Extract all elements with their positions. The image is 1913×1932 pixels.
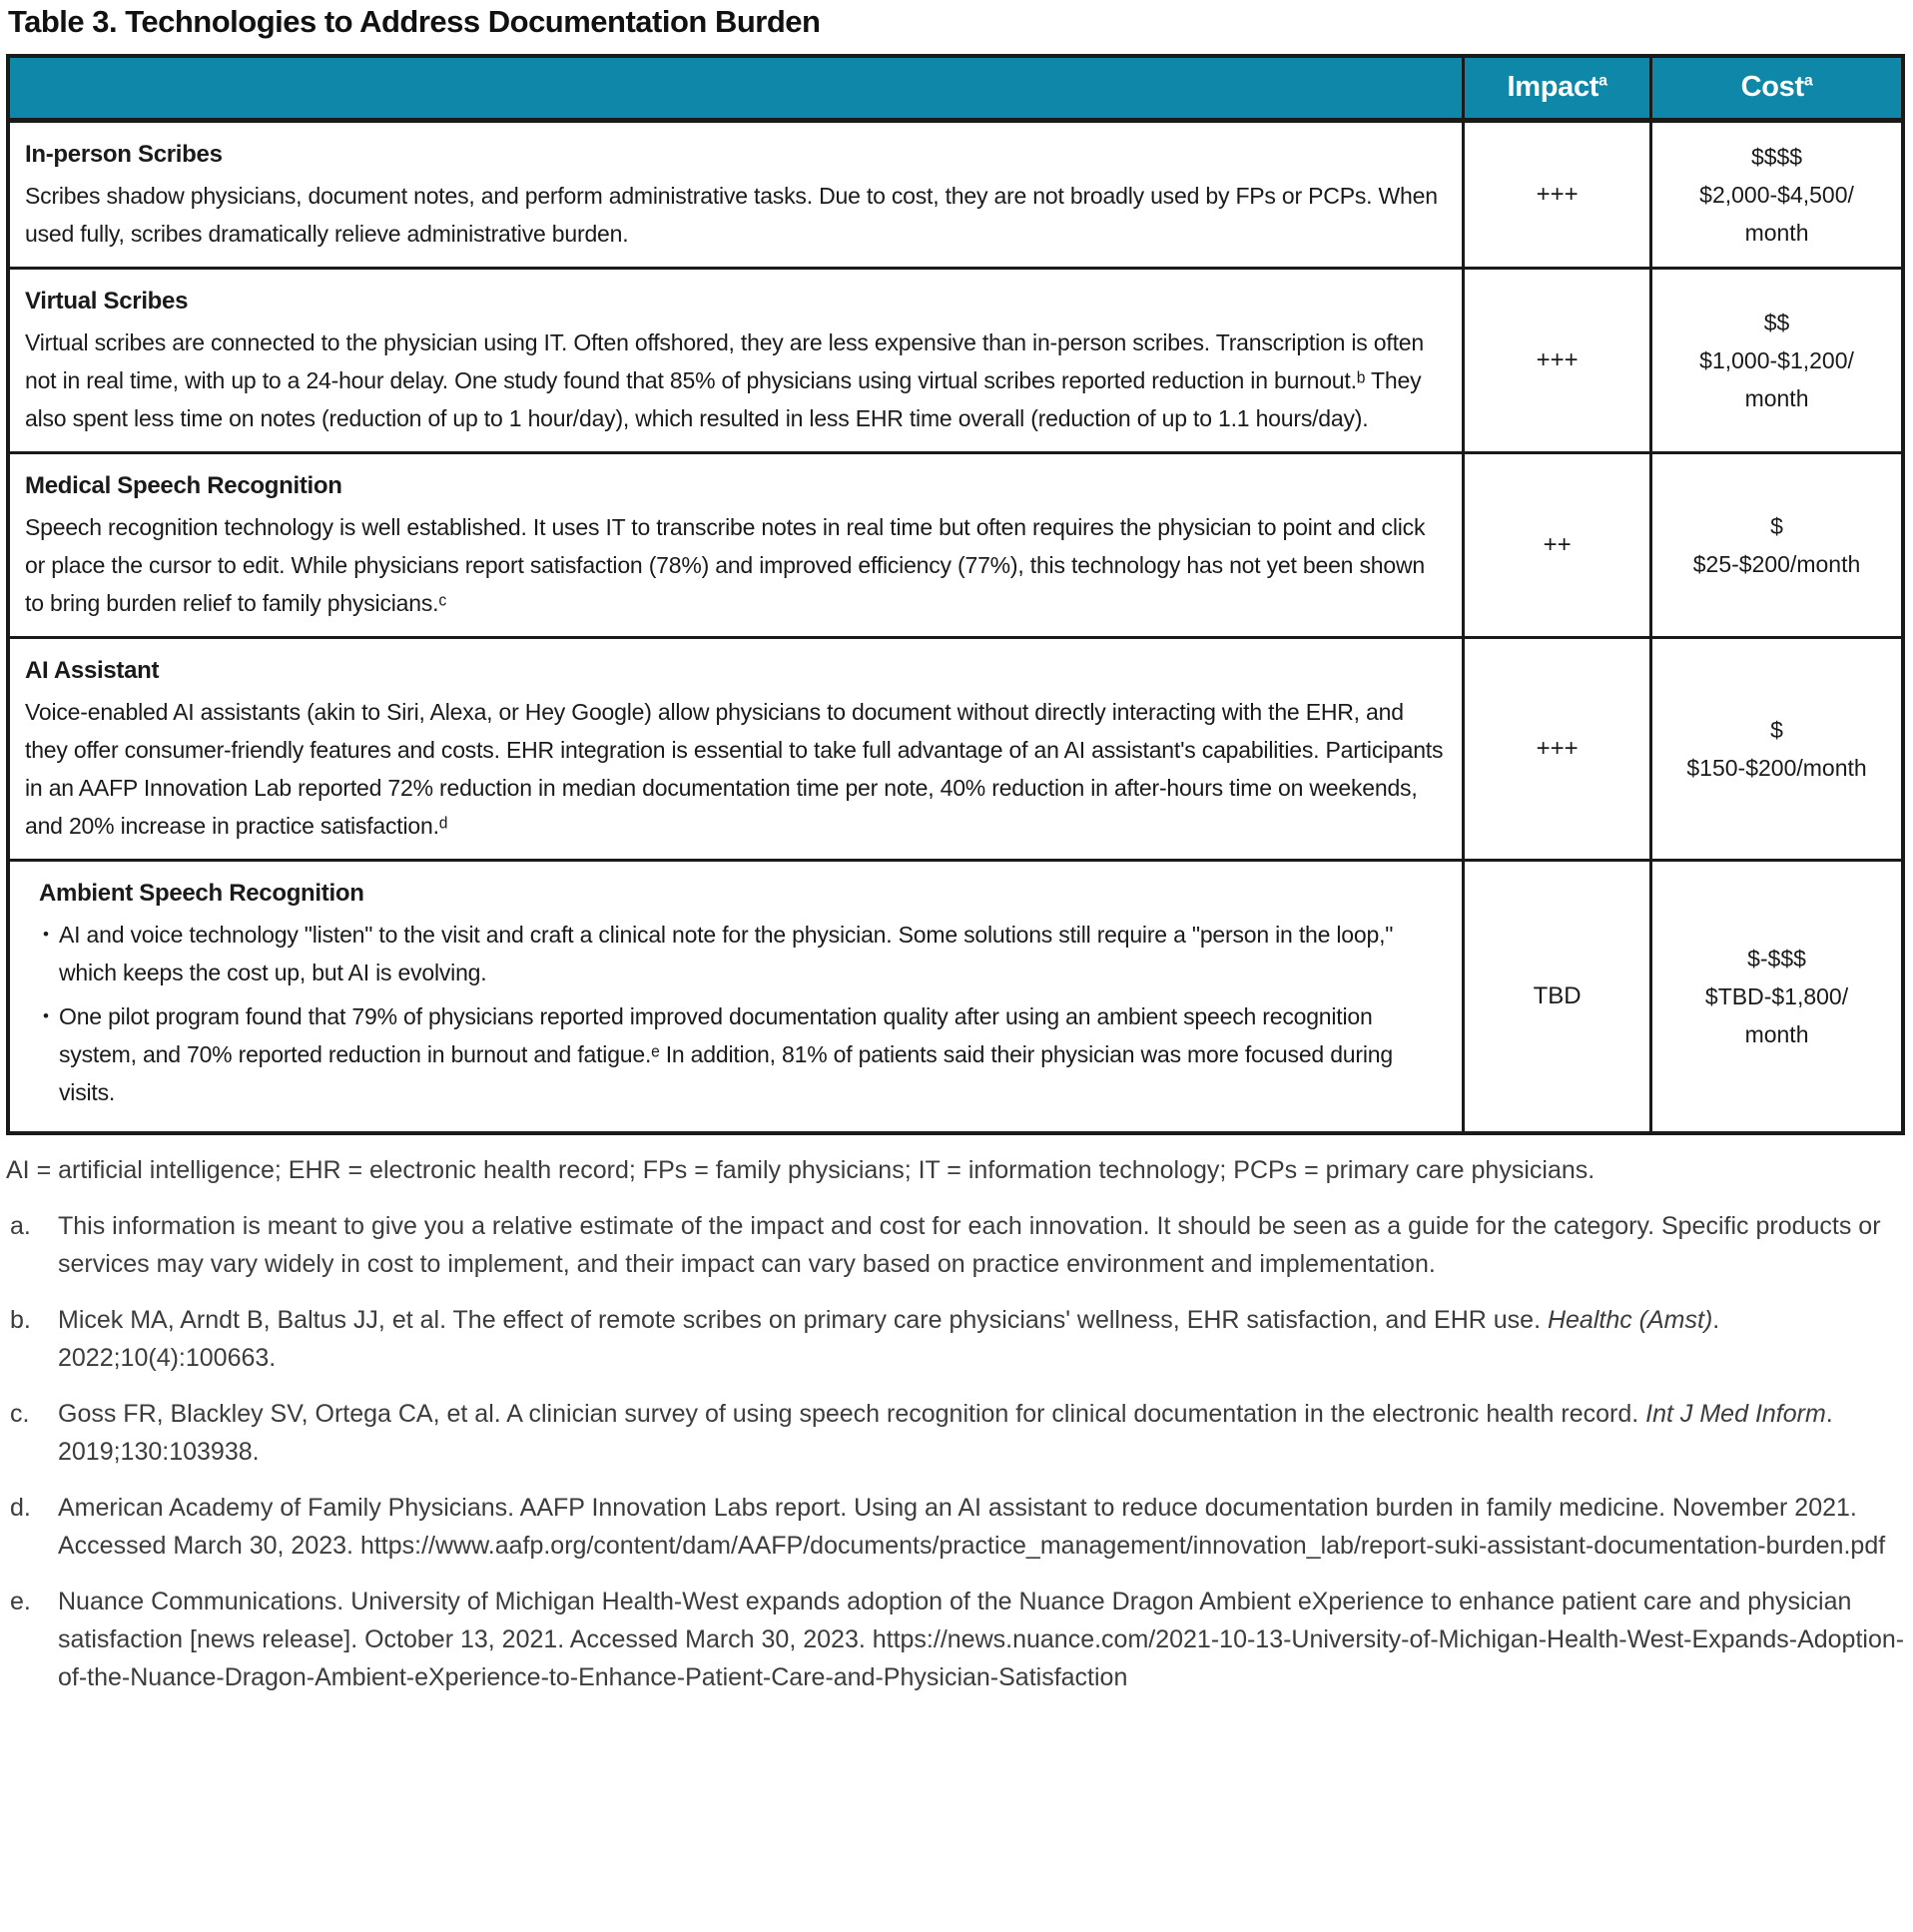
footnote-text: Micek MA, Arndt B, Baltus JJ, et al. The effect of remote scribes on primary care physicians' wellness, EHR satisfaction, and EHR use. Healthc (Amst). 2022;10(4):100663. [58, 1305, 1720, 1372]
footnote-item [6, 1583, 1905, 1696]
row-description: Scribes shadow physicians, document notes, and perform administrative tasks. Due to cost, they are not broadly used by FPs or PCPs. When used fully, scribes dramatically relieve administrative burden. [25, 182, 1438, 247]
description-cell [8, 860, 1464, 1133]
footnote-journal-name: Healthc (Amst) [1547, 1305, 1713, 1334]
description-cell [8, 452, 1464, 637]
impact-value: +++ [1536, 734, 1579, 762]
footnote-label: d. [10, 1493, 31, 1522]
page-title: Table 3. Technologies to Address Documentation Burden [8, 4, 821, 39]
footnote-text: Nuance Communications. University of Michigan Health-West expands adoption of the Nuance Dragon Ambient eXperience to enhance patient care and physician satisfaction [news release]. October 13, 2021. Accessed March 30, 2023. https://news.nuance.com/2021-10-13-University-of-Michigan-Health-West-Expands-Adoption-of-the-Nuance-Dragon-Ambient-eXperience-to-Enhance-Patient-Care-and-Physician-Satisfaction [58, 1587, 1905, 1691]
cost-value-cell [1651, 452, 1903, 637]
row-title: AI Assistant [25, 656, 160, 684]
impact-header-label: Impact [1507, 71, 1599, 104]
cost-value-line: month [1744, 1020, 1809, 1047]
footnote-journal-name: Int J Med Inform [1645, 1399, 1826, 1428]
impact-value: +++ [1536, 180, 1579, 208]
footnote-item [6, 1301, 1905, 1377]
cost-value-line: month [1744, 219, 1809, 246]
row-description: Voice-enabled AI assistants (akin to Siri, Alexa, or Hey Google) allow physicians to document without directly interacting with the EHR, and they offer consumer-friendly features and costs. EHR integration is essential to take full advantage of an AI assistant's capabilities. Participants in an AAFP Innovation Lab reported 72% reduction in median documentation time per note, 40% reduction in after-hours time on weekends, and 20% increase in practice satisfaction.ᵈ [25, 698, 1444, 839]
row-description: Speech recognition technology is well established. It uses IT to transcribe notes in real time but often requires the physician to point and click or place the cursor to edit. While physicians report satisfaction (78%) and improved efficiency (77%), this technology has not yet been shown to bring burden relief to family physicians.ᶜ [25, 513, 1426, 616]
cost-footnote-marker: a [1803, 72, 1813, 90]
table-row [8, 860, 1903, 1133]
impact-value-cell [1464, 860, 1651, 1133]
row-description: Virtual scribes are connected to the physician using IT. Often offshored, they are less expensive than in-person scribes. Transcription is often not in real time, with up to a 24-hour delay. One study found that 85% of physicians using virtual scribes reported reduction in burnout.ᵇ They also spent less time on notes (reduction of up to 1 hour/day), which resulted in less EHR time overall (reduction of up to 1.1 hours/day). [25, 328, 1424, 431]
table-row [8, 452, 1903, 637]
cost-value-line: $2,000-$4,500/ [1699, 181, 1854, 208]
footnote-text: This information is meant to give you a relative estimate of the impact and cost for each innovation. It should be seen as a guide for the category. Specific products or services may vary widely in cost to implement, and their impact can vary based on practice environment and implementation. [58, 1211, 1881, 1278]
row-title: In-person Scribes [25, 140, 223, 168]
cost-value-line: month [1744, 384, 1809, 411]
table-row [8, 120, 1903, 268]
header-empty-cell [8, 56, 1464, 120]
impact-footnote-marker: a [1598, 72, 1607, 90]
footnote-text: American Academy of Family Physicians. AAFP Innovation Labs report. Using an AI assistant to reduce documentation burden in family medicine. November 2021. Accessed March 30, 2023. https://www.aafp.org/content/dam/AAFP/documents/practice_management/innovation_lab/report-suki-assistant-documentation-burden.pdf [58, 1493, 1886, 1560]
footnote-label: a. [10, 1211, 31, 1240]
footnote-item [6, 1207, 1905, 1283]
cost-value-cell [1651, 637, 1903, 860]
cost-value-line: $$ [1763, 309, 1790, 335]
row-title: Virtual Scribes [25, 287, 189, 315]
cost-value-line: $-$$$ [1747, 945, 1806, 971]
header-row [8, 56, 1903, 120]
cost-value-line: $TBD-$1,800/ [1704, 982, 1849, 1009]
description-cell [8, 268, 1464, 452]
cost-value-line: $150-$200/month [1686, 754, 1867, 781]
footnote-label: e. [10, 1587, 31, 1615]
impact-value-cell [1464, 452, 1651, 637]
footnote-item [6, 1395, 1905, 1471]
impact-value: ++ [1543, 530, 1572, 558]
header-cost-cell [1651, 56, 1903, 120]
impact-value: TBD [1533, 981, 1582, 1009]
row-title: Ambient Speech Recognition [39, 879, 364, 907]
cost-value-line: $$$$ [1750, 143, 1803, 170]
impact-value-cell [1464, 120, 1651, 268]
footnote-item [6, 1489, 1905, 1565]
description-cell [8, 637, 1464, 860]
bullet-item: • AI and voice technology "listen" to the visit and craft a clinical note for the physician. Some solutions still require a "person in the loop," which keeps the cost up, but AI is evolving. [59, 916, 1444, 991]
footnotes-section [6, 1207, 1905, 1696]
cost-value-line: $1,000-$1,200/ [1699, 346, 1854, 373]
cost-value-cell [1651, 120, 1903, 268]
impact-value-cell [1464, 268, 1651, 452]
cost-value-cell [1651, 860, 1903, 1133]
table-row [8, 637, 1903, 860]
impact-value-cell [1464, 637, 1651, 860]
abbreviations-line: AI = artificial intelligence; EHR = electronic health record; FPs = family physicians; IT = information technology; PCPs = primary care physicians. [6, 1155, 1595, 1184]
description-cell [8, 120, 1464, 268]
footnote-text: Goss FR, Blackley SV, Ortega CA, et al. A clinician survey of using speech recognition for clinical documentation in the electronic health record. Int J Med Inform. 2019;130:103938. [58, 1399, 1833, 1466]
cost-value-line: $ [1770, 716, 1783, 743]
header-impact-cell [1464, 56, 1651, 120]
row-bullet-list [25, 916, 1444, 1111]
cost-value-line: $25-$200/month [1692, 550, 1861, 577]
row-title: Medical Speech Recognition [25, 471, 342, 499]
footnote-label: c. [10, 1399, 30, 1428]
table-row [8, 268, 1903, 452]
impact-value: +++ [1536, 345, 1579, 373]
cost-header-label: Cost [1740, 71, 1804, 104]
cost-value-line: $ [1770, 512, 1783, 539]
bullet-item: • One pilot program found that 79% of physicians reported improved documentation quality after using an ambient speech recognition system, and 70% reported reduction in burnout and fatigue.ᵉ In addition, 81% of patients said their physician was more focused during visits. [59, 997, 1444, 1111]
footnote-label: b. [10, 1305, 31, 1334]
technologies-table [6, 54, 1905, 1135]
cost-value-cell [1651, 268, 1903, 452]
table-body [8, 120, 1903, 1133]
